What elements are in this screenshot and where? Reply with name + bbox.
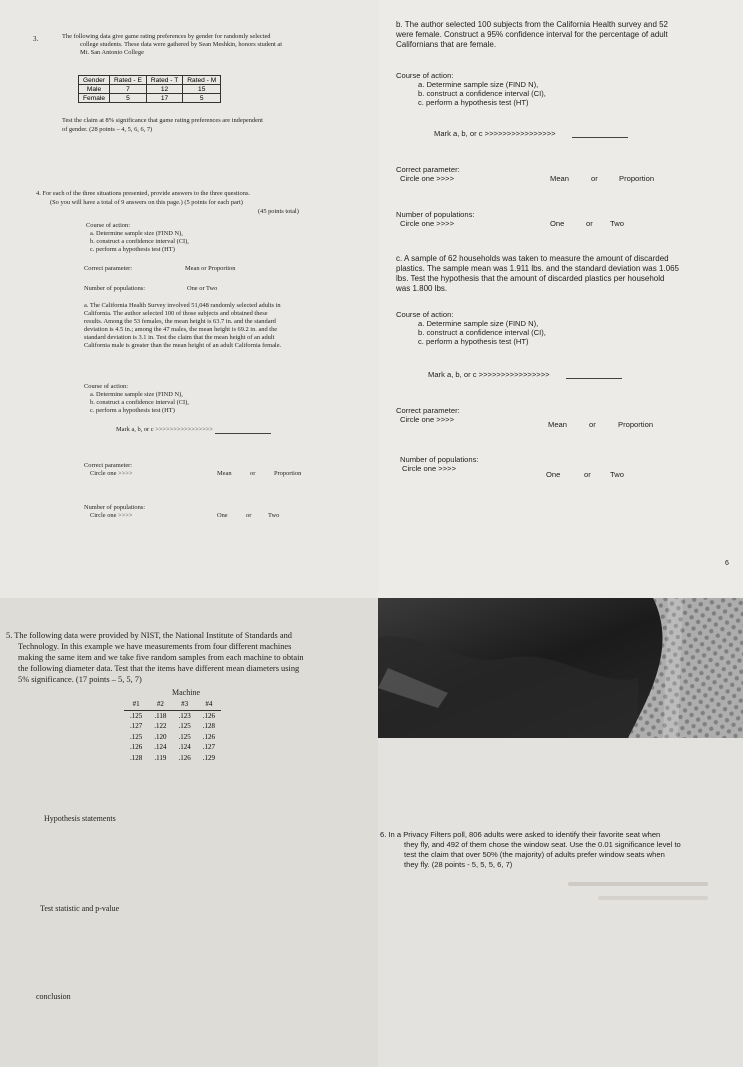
part-b-num-pops: Number of populations: [396,210,475,219]
part-c-line-4: was 1.800 lbs. [396,284,448,293]
option-proportion[interactable]: Proportion [618,420,654,429]
page-bottom-left [0,598,378,1067]
part-c-course-title: Course of action: [396,310,454,319]
part-a-line-4: deviation is 4.5 in.; among the 47 males, the mean height is 69.2 in. and the [84,326,278,333]
table-cell: .120 [154,732,167,741]
course-option-c: c. perform a hypothesis test (HT) [90,246,175,253]
table-row [124,742,221,753]
option-one[interactable]: One [546,470,561,479]
part-b-course-c: c. perform a hypothesis test (HT) [418,98,529,107]
mark-prompt: Mark a, b, or c >>>>>>>>>>>>>>>> [116,426,213,433]
part-a-correct-param: Correct parameter: [84,462,133,469]
part-a-course-title: Course of action: [84,383,129,390]
part-c-mark [428,370,622,379]
table-header: #3 [173,699,197,710]
option-two[interactable]: Two [610,219,624,228]
table-row [124,753,221,764]
part-a-course-b: b. construct a confidence interval (CI), [90,399,189,406]
page-top-right [378,0,743,598]
conclusion-label: conclusion [36,992,71,1001]
part-c-course-c: c. perform a hypothesis test (HT) [418,337,529,346]
table-cell: .126 [202,732,215,741]
table-cell: .127 [202,743,215,752]
part-c-line-3: lbs. Test the hypothesis that the amount of discarded plastics per household [396,274,665,283]
correct-parameter-label: Correct parameter: [84,265,133,272]
table-cell: .126 [202,711,215,720]
part-a-line-5: standard deviation is 3.1 in. Test the claim that the mean height of an adult [84,334,275,341]
part-b-correct-param: Correct parameter: [396,165,460,174]
table-cell: Male [79,85,110,94]
table-cell: .125 [178,722,191,731]
part-b-line-3: Californians that are female. [396,40,497,49]
table-row [124,710,221,721]
part-a-line-1: a. The California Health Survey involved 51,048 randomly selected adults in [84,302,281,309]
or-text: or [250,470,256,477]
table-row [79,85,221,94]
answer-blank[interactable] [566,378,622,379]
part-a-line-2: California. The author selected 100 of those subjects and obtained these [84,310,268,317]
mean-or-proportion-label: Mean or Proportion [185,265,236,272]
q5-line-1: 5. The following data were provided by NIST, the National Institute of Standards and [6,631,292,640]
part-b-course-a: a. Determine sample size (FIND N), [418,80,539,89]
table-row [124,732,221,743]
table-header: Gender [79,76,110,85]
table-cell: .119 [154,753,167,762]
part-b-circle-one: Circle one >>>> [400,174,455,183]
course-option-a: a. Determine sample size (FIND N), [90,230,183,237]
part-b-line-1: b. The author selected 100 subjects from the California Health survey and 52 [396,20,669,29]
table-cell: .125 [130,732,143,741]
course-option-b: b. construct a confidence interval (CI), [90,238,189,245]
gender-rating-table [78,75,221,103]
part-b-circle-one-2: Circle one >>>> [400,219,455,228]
part-b-course-title: Course of action: [396,71,454,80]
answer-blank[interactable] [572,137,628,138]
part-c-num-pops: Number of populations: [400,455,479,464]
mark-prompt: Mark a, b, or c >>>>>>>>>>>>>>>> [428,370,550,379]
dark-photo-illustration [378,598,743,738]
part-a-circle-one-2: Circle one >>>> [90,512,133,519]
bleed-through-line [568,882,708,886]
course-of-action-title: Course of action: [86,222,131,229]
machine-diameter-table [124,699,221,763]
table-cell: .123 [178,711,191,720]
test-statistic-label: Test statistic and p-value [40,904,120,913]
table-cell: .128 [202,722,215,731]
table-cell: 5 [183,94,221,103]
q5-line-5: 5% significance. (17 points – 5, 5, 7) [18,675,142,684]
q4-intro-2: (So you will have a total of 9 answers on this page.) (5 points for each part) [50,199,243,206]
q3-intro-2: college students. These data were gathered by Sean Meshkin, honors student at [80,41,283,48]
option-one[interactable]: One [217,512,228,519]
table-row [79,94,221,103]
table-header: Rated - T [146,76,182,85]
table-cell: .122 [154,722,167,731]
table-cell: .126 [178,753,191,762]
bleed-through-line [598,896,708,900]
table-cell: Female [79,94,110,103]
part-a-circle-one: Circle one >>>> [90,470,133,477]
table-cell: 15 [183,85,221,94]
table-cell: 7 [110,85,147,94]
table-cell: .125 [130,711,143,720]
option-one[interactable]: One [550,219,565,228]
page-top-left [0,0,378,598]
part-a-course-c: c. perform a hypothesis test (HT) [90,407,175,414]
table-cell: 5 [110,94,147,103]
answer-blank[interactable] [215,433,271,434]
part-c-circle-one: Circle one >>>> [400,415,455,424]
q3-claim-points: of gender. (28 points – 4, 5, 6, 6, 7) [62,126,153,133]
option-proportion[interactable]: Proportion [619,174,655,183]
q5-line-4: the following diameter data. Test that the items have different mean diameters using [18,664,300,673]
table-row [124,721,221,732]
q6-line-2: they fly, and 492 of them chose the window seat. Use the 0.01 significance level to [404,840,681,849]
table-header: #2 [148,699,172,710]
table-cell: .127 [130,722,143,731]
table-cell: .128 [130,753,143,762]
table-cell: .125 [178,732,191,741]
part-a-line-3: results. Among the 53 females, the mean height is 63.7 in. and the standard [84,318,276,325]
option-proportion[interactable]: Proportion [274,470,302,477]
table-header: #4 [197,699,221,710]
part-c-line-2: plastics. The sample mean was 1.911 lbs. and the standard deviation was 1.065 [396,264,679,273]
part-a-line-6: California male is greater than the mean height of an adult California female. [84,342,282,349]
option-two[interactable]: Two [268,512,280,519]
or-text: or [591,174,598,183]
part-c-line-1: c. A sample of 62 households was taken to measure the amount of discarded [396,254,669,263]
q5-line-2: Technology. In this example we have measurements from four different machines [18,642,292,651]
table-cell: .124 [178,743,191,752]
q3-intro-1: The following data give game rating preferences by gender for randomly selected [62,33,271,40]
table-cell: .118 [154,711,167,720]
table-cell: .124 [154,743,167,752]
or-text: or [589,420,596,429]
q6-line-4: they fly. (28 points - 5, 5, 5, 6, 7) [404,860,513,869]
option-two[interactable]: Two [610,470,624,479]
part-a-num-pops: Number of populations: [84,504,146,511]
page-number: 6 [725,560,729,567]
part-b-mark [434,129,628,138]
option-mean[interactable]: Mean [548,420,567,429]
part-b-line-2: were female. Construct a 95% confidence interval for the percentage of adult [396,30,668,39]
hypothesis-statements-label: Hypothesis statements [44,814,116,823]
q4-intro-1: 4. For each of the three situations presented, provide answers to the three questions. [36,190,251,197]
q4-intro-3: (45 points total) [258,208,299,215]
question-3-number: 3. [33,35,39,43]
part-a-course-a: a. Determine sample size (FIND N), [90,391,183,398]
table-cell: 12 [146,85,182,94]
table-cell: 17 [146,94,182,103]
table-cell: .126 [130,743,143,752]
table-header: #1 [124,699,148,710]
or-text: or [246,512,252,519]
part-c-correct-param: Correct parameter: [396,406,460,415]
table-header: Rated - E [110,76,147,85]
q3-intro-3: Mt. San Antonio College [80,49,144,56]
part-a-mark [116,426,271,434]
option-mean[interactable]: Mean [217,470,232,477]
number-of-populations-label: Number of populations: [84,285,146,292]
machine-label: Machine [172,688,200,697]
q6-line-1: 6. In a Privacy Filters poll, 806 adults were asked to identify their favorite seat when [380,830,661,839]
q5-line-3: making the same item and we take five random samples from each machine to obtain [18,653,304,662]
or-text: or [586,219,593,228]
table-header-row [79,76,221,85]
part-c-circle-one-2: Circle one >>>> [402,464,457,473]
part-c-course-b: b. construct a confidence interval (CI), [418,328,546,337]
table-header: Rated - M [183,76,221,85]
q3-claim: Test the claim at 8% significance that game rating preferences are independent [62,117,263,124]
or-text: or [584,470,591,479]
part-b-course-b: b. construct a confidence interval (CI), [418,89,546,98]
table-cell: .129 [202,753,215,762]
mark-prompt: Mark a, b, or c >>>>>>>>>>>>>>>> [434,129,556,138]
table-header-row [124,699,221,710]
dark-photo-region [378,598,743,738]
option-mean[interactable]: Mean [550,174,569,183]
q6-line-3: test the claim that over 50% (the majority) of adults prefer window seats when [404,850,665,859]
one-or-two-label: One or Two [187,285,218,292]
part-c-course-a: a. Determine sample size (FIND N), [418,319,539,328]
